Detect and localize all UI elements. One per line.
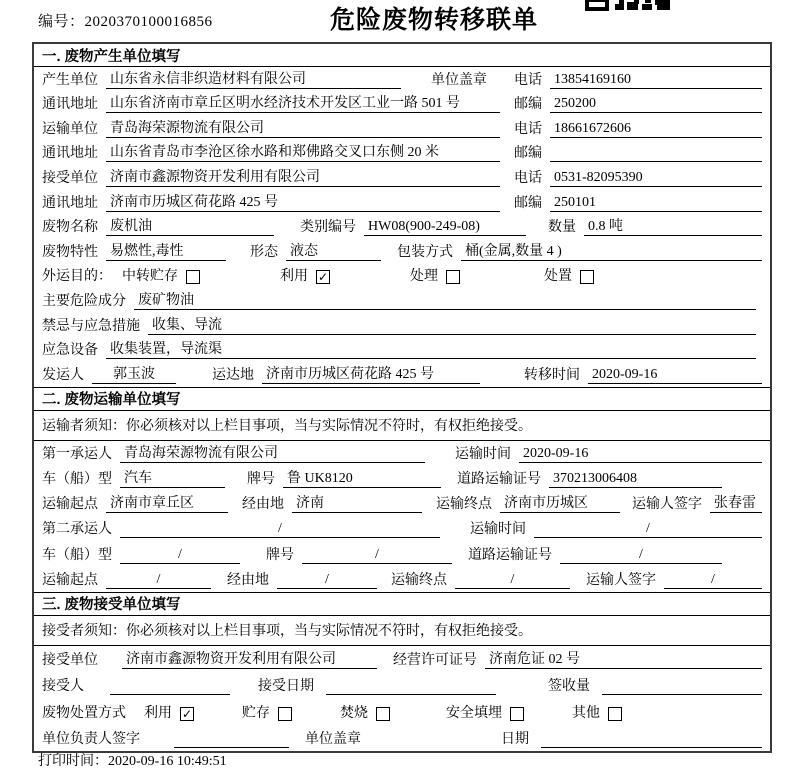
first-carrier-value: 青岛海荣源物流有限公司 — [120, 442, 425, 463]
row-first-carrier — [34, 441, 770, 466]
checkbox-disposal-storage — [278, 707, 292, 721]
row-waste-name — [34, 215, 770, 240]
checkbox-disposal-landfill — [510, 707, 524, 721]
row-sender — [34, 362, 770, 387]
address2-label: 通讯地址 — [42, 146, 98, 162]
row-vehicle2 — [34, 541, 770, 566]
sign2-label: 运输人签字 — [586, 572, 656, 588]
package-label: 包装方式 — [397, 244, 453, 260]
vehicle2-value: / — [120, 547, 240, 564]
section2-header-label: 二. 废物运输单位填写 — [42, 392, 181, 409]
end1-value: 济南市历城区 — [500, 492, 620, 513]
sender-label: 发运人 — [42, 367, 84, 383]
option-disposal — [544, 265, 594, 285]
row-transport-unit — [34, 116, 770, 141]
phone1-label: 电话 — [514, 72, 542, 88]
option-reuse-label: 利用 — [280, 269, 308, 285]
phone1-value: 13854169160 — [550, 72, 762, 89]
disposal-method-label: 废物处置方式 — [42, 705, 126, 721]
accept-unit-label: 接受单位 — [42, 653, 98, 669]
package-value: 桶(金属,数量 4 ) — [461, 240, 762, 261]
section2-notice-text: 运输者须知：你必须核对以上栏目事项，当与实际情况不符时，有权拒绝接受。 — [42, 419, 532, 435]
address1-value: 山东省济南市章丘区明水经济技术开发区工业一路 501 号 — [106, 92, 500, 113]
start1-label: 运输起点 — [42, 497, 98, 513]
section3-content — [34, 646, 770, 751]
accept-date-value — [326, 694, 496, 695]
sign1-label: 运输人签字 — [632, 497, 702, 513]
row-emergency-equipment — [34, 338, 770, 363]
option-disposal-landfill — [446, 702, 524, 722]
form-state-label: 形态 — [250, 244, 278, 260]
checkbox-treatment — [446, 270, 460, 284]
hazard-label: 主要危险成分 — [42, 293, 126, 309]
option-disposal-storage — [242, 702, 292, 722]
start2-label: 运输起点 — [42, 572, 98, 588]
transport-time1-label: 运输时间 — [455, 446, 511, 462]
second-carrier-label: 第二承运人 — [42, 522, 112, 538]
zip1-label: 邮编 — [514, 97, 542, 113]
accept-person-label: 接受人 — [42, 679, 84, 695]
option-transfer-storage-label: 中转贮存 — [122, 269, 178, 285]
serial-number-line — [38, 10, 213, 31]
section1-header-label: 一. 废物产生单位填写 — [42, 48, 181, 65]
row-producer-address — [34, 92, 770, 117]
sender-value: 郭玉波 — [92, 363, 176, 384]
row-second-carrier — [34, 516, 770, 541]
license-value: 济南危证 02 号 — [485, 648, 762, 669]
category-label: 类别编号 — [300, 220, 356, 236]
print-time-value: 2020-09-16 10:49:51 — [108, 754, 227, 769]
producer-unit-value: 山东省永信非织造材料有限公司 — [106, 68, 401, 89]
option-treatment-label: 处理 — [410, 269, 438, 285]
taboo-value: 收集、导流 — [148, 314, 756, 335]
plate1-value: 鲁 UK8120 — [283, 467, 441, 488]
sign2-value: / — [664, 572, 762, 589]
receiver-unit-value: 济南市鑫源物资开发利用有限公司 — [106, 166, 500, 187]
via2-label: 经由地 — [227, 572, 269, 588]
option-disposal-label: 处置 — [544, 269, 572, 285]
form-state-value: 液态 — [286, 240, 381, 261]
phone3-value: 0531-82095390 — [550, 170, 762, 187]
option-disposal-incineration-label: 焚烧 — [340, 705, 368, 721]
print-time-line — [38, 750, 227, 770]
road-cert2-label: 道路运输证号 — [468, 547, 552, 563]
leader-signature-value — [174, 747, 289, 748]
accept-unit-value: 济南市鑫源物资开发利用有限公司 — [122, 648, 377, 669]
end1-label: 运输终点 — [436, 497, 492, 513]
transfer-time-value: 2020-09-16 — [588, 367, 762, 384]
option-disposal-other — [572, 702, 622, 722]
sign-quantity-value — [602, 694, 762, 695]
destination-value: 济南市历城区荷花路 425 号 — [262, 363, 480, 384]
row-taboo-measures — [34, 313, 770, 338]
first-carrier-label: 第一承运人 — [42, 446, 112, 462]
row-disposal-method — [34, 698, 770, 724]
waste-name-value: 废机油 — [106, 215, 274, 236]
hazard-value: 废矿物油 — [134, 289, 756, 310]
option-disposal-reuse — [144, 702, 194, 722]
unit-seal-label: 单位盖章 — [431, 72, 487, 88]
transport-unit-value: 青岛海荣源物流有限公司 — [106, 117, 500, 138]
row-route2 — [34, 567, 770, 592]
checkbox-reuse: ✓ — [317, 270, 329, 285]
section2-content — [34, 441, 770, 592]
address3-value: 济南市历城区荷花路 425 号 — [106, 191, 500, 212]
waste-name-label: 废物名称 — [42, 220, 98, 236]
taboo-label: 禁忌与应急措施 — [42, 318, 140, 334]
license-label: 经营许可证号 — [393, 653, 477, 669]
zip3-label: 邮编 — [514, 195, 542, 211]
section1-content — [34, 67, 770, 387]
transport-time2-label: 运输时间 — [470, 522, 526, 538]
purpose-label: 外运目的： — [42, 269, 112, 285]
accept-date-label: 接受日期 — [258, 679, 314, 695]
row-accept-unit — [34, 646, 770, 672]
vehicle1-label: 车（船）型 — [42, 472, 112, 488]
option-disposal-reuse-label: 利用 — [144, 705, 172, 721]
road-cert2-value: / — [560, 547, 722, 564]
equipment-label: 应急设备 — [42, 343, 98, 359]
serial-value: 2020370100016856 — [84, 14, 213, 30]
category-value: HW08(900-249-08) — [364, 219, 526, 236]
character-label: 废物特性 — [42, 244, 98, 260]
date-label: 日期 — [501, 732, 529, 748]
section3-header — [34, 592, 770, 616]
row-waste-character — [34, 239, 770, 264]
row-receiver-address — [34, 190, 770, 215]
start2-value: / — [106, 572, 211, 589]
section1-header — [34, 44, 770, 67]
transport-time1-value: 2020-09-16 — [519, 446, 762, 463]
end2-label: 运输终点 — [391, 572, 447, 588]
road-cert1-value: 370213006408 — [549, 471, 722, 488]
via2-value: / — [277, 572, 377, 589]
section3-header-label: 三. 废物接受单位填写 — [42, 597, 181, 614]
transport-time2-value: / — [534, 521, 762, 538]
row-hazard-component — [34, 288, 770, 313]
option-reuse — [280, 265, 330, 285]
section2-notice — [34, 411, 770, 441]
transfer-form-body — [32, 42, 772, 753]
unit-seal2-label: 单位盖章 — [305, 732, 361, 748]
address3-label: 通讯地址 — [42, 195, 98, 211]
sign1-value: 张春雷 — [710, 492, 762, 513]
date-value — [541, 747, 762, 748]
via1-label: 经由地 — [242, 497, 284, 513]
accept-person-value — [110, 694, 230, 695]
road-cert1-label: 道路运输证号 — [457, 472, 541, 488]
form-title: 危险废物转移联单 — [330, 6, 539, 34]
checkbox-transfer-storage — [186, 270, 200, 284]
quantity-label: 数量 — [548, 220, 576, 236]
checkbox-disposal-incineration — [376, 707, 390, 721]
zip1-value: 250200 — [550, 96, 762, 113]
second-carrier-value: / — [120, 521, 440, 538]
row-transfer-purpose — [34, 264, 770, 289]
sign-quantity-label: 签收量 — [548, 679, 590, 695]
checkbox-disposal-reuse: ✓ — [181, 706, 193, 721]
section3-notice-text: 接受者须知：你必须核对以上栏目事项，当与实际情况不符时，有权拒绝接受。 — [42, 624, 532, 640]
plate1-label: 牌号 — [247, 472, 275, 488]
zip3-value: 250101 — [550, 195, 762, 212]
transfer-time-label: 转移时间 — [524, 367, 580, 383]
equipment-value: 收集装置，导流渠 — [106, 338, 756, 359]
vehicle1-value: 汽车 — [120, 467, 225, 488]
option-disposal-storage-label: 贮存 — [242, 705, 270, 721]
row-receiver-unit — [34, 165, 770, 190]
character-value: 易燃性,毒性 — [106, 240, 226, 261]
address2-value: 山东省青岛市李沧区徐水路和郑佛路交叉口东侧 20 米 — [106, 141, 500, 162]
section3-notice — [34, 616, 770, 646]
destination-label: 运达地 — [212, 367, 254, 383]
row-producer-unit — [34, 67, 770, 92]
transport-unit-label: 运输单位 — [42, 121, 98, 137]
leader-signature-label: 单位负责人签字 — [42, 732, 140, 748]
producer-unit-label: 产生单位 — [42, 72, 98, 88]
plate2-value: / — [302, 547, 452, 564]
row-route1 — [34, 491, 770, 516]
receiver-unit-label: 接受单位 — [42, 170, 98, 186]
via1-value: 济南 — [292, 492, 422, 513]
option-transfer-storage — [122, 265, 200, 285]
row-transport-address — [34, 141, 770, 166]
zip2-value — [550, 161, 762, 162]
option-treatment — [410, 265, 460, 285]
qr-code-fragment — [584, 0, 674, 12]
start1-value: 济南市章丘区 — [106, 492, 228, 513]
row-leader-signature — [34, 725, 770, 751]
option-disposal-incineration — [340, 702, 390, 722]
row-accept-person — [34, 672, 770, 698]
plate2-label: 牌号 — [266, 547, 294, 563]
checkbox-disposal-other — [608, 707, 622, 721]
checkbox-disposal — [580, 270, 594, 284]
zip2-label: 邮编 — [514, 146, 542, 162]
vehicle2-label: 车（船）型 — [42, 547, 112, 563]
phone2-value: 18661672606 — [550, 121, 762, 138]
phone2-label: 电话 — [514, 121, 542, 137]
option-disposal-other-label: 其他 — [572, 705, 600, 721]
quantity-value: 0.8 吨 — [584, 215, 762, 236]
phone3-label: 电话 — [514, 170, 542, 186]
row-vehicle1 — [34, 466, 770, 491]
address1-label: 通讯地址 — [42, 97, 98, 113]
end2-value: / — [455, 572, 570, 589]
section2-header — [34, 387, 770, 411]
print-time-label: 打印时间： — [38, 754, 108, 769]
option-disposal-landfill-label: 安全填埋 — [446, 705, 502, 721]
serial-label: 编号： — [38, 14, 85, 30]
